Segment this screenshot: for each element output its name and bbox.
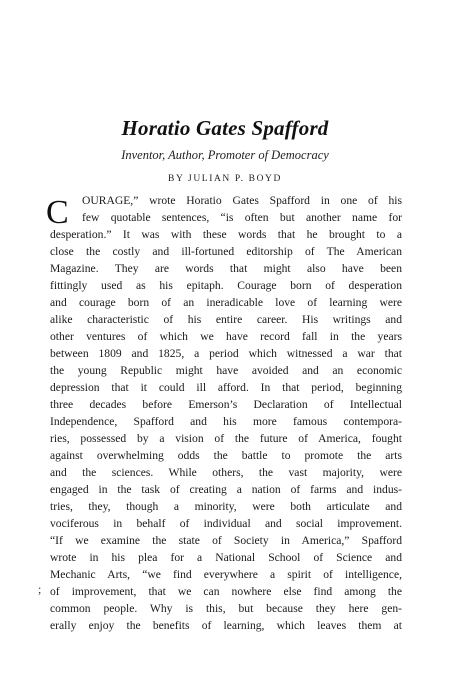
body-line: engaged in the task of creating a nation of farms and indus- bbox=[50, 483, 402, 496]
body-line: alike characteristic of his entire career. His writings and bbox=[50, 313, 402, 326]
body-line: “If we examine the state of Society in America,” Spafford bbox=[50, 534, 402, 547]
body-line: and the sciences. While others, the vast majority, were bbox=[50, 466, 402, 479]
article-title: Horatio Gates Spafford bbox=[121, 116, 329, 140]
body-line: between 1809 and 1825, a period which witnessed a war that bbox=[50, 347, 402, 360]
body-line: desperation.” It was with these words that he brought to a bbox=[50, 228, 402, 241]
body-line: OURAGE,” wrote Horatio Gates Spafford in one of his bbox=[82, 194, 402, 207]
body-line: Mechanic Arts, “we find everywhere a spirit of intelligence, bbox=[50, 568, 402, 581]
body-line: wrote in his plea for a National School of Science and bbox=[50, 551, 402, 564]
body-line: fittingly used as his epitaph. Courage born of desperation bbox=[50, 279, 402, 292]
body-line: erally enjoy the benefits of learning, which leaves them at bbox=[50, 619, 402, 632]
body-line: ries, possessed by a vision of the future of America, fought bbox=[50, 432, 402, 445]
body-line: tries, they, though a minority, were both articulate and bbox=[50, 500, 402, 513]
body-line: Independence, Spafford and his more famous contempora- bbox=[50, 415, 402, 428]
body-line: vociferous in behalf of individual and social improvement. bbox=[50, 517, 402, 530]
article-subtitle: Inventor, Author, Promoter of Democracy bbox=[121, 148, 329, 162]
article-byline: BY JULIAN P. BOYD bbox=[168, 174, 282, 184]
body-line: against overwhelming odds the battle to promote the arts bbox=[50, 449, 402, 462]
body-line: few quotable sentences, “is often but another name for bbox=[82, 211, 402, 224]
body-line: and courage born of an ineradicable love of learning were bbox=[50, 296, 402, 309]
body-line: close the costly and ill-fortuned editorship of The American bbox=[50, 245, 402, 258]
body-line: three decades before Emerson’s Declaration of Intellectual bbox=[50, 398, 402, 411]
margin-mark: ; bbox=[38, 582, 42, 596]
body-line: the young Republic might have avoided and an economic bbox=[50, 364, 402, 377]
body-line: of improvement, that we can nowhere else find among the bbox=[50, 585, 402, 598]
body-line: common people. Why is this, but because they here gen- bbox=[50, 602, 402, 615]
body-line: other ventures of which we have record fall in the years bbox=[50, 330, 402, 343]
drop-cap: C bbox=[46, 194, 69, 231]
body-line: Magazine. They are words that might also have been bbox=[50, 262, 402, 275]
body-line: depression that it could ill afford. In that period, beginning bbox=[50, 381, 402, 394]
article-body bbox=[46, 192, 402, 634]
